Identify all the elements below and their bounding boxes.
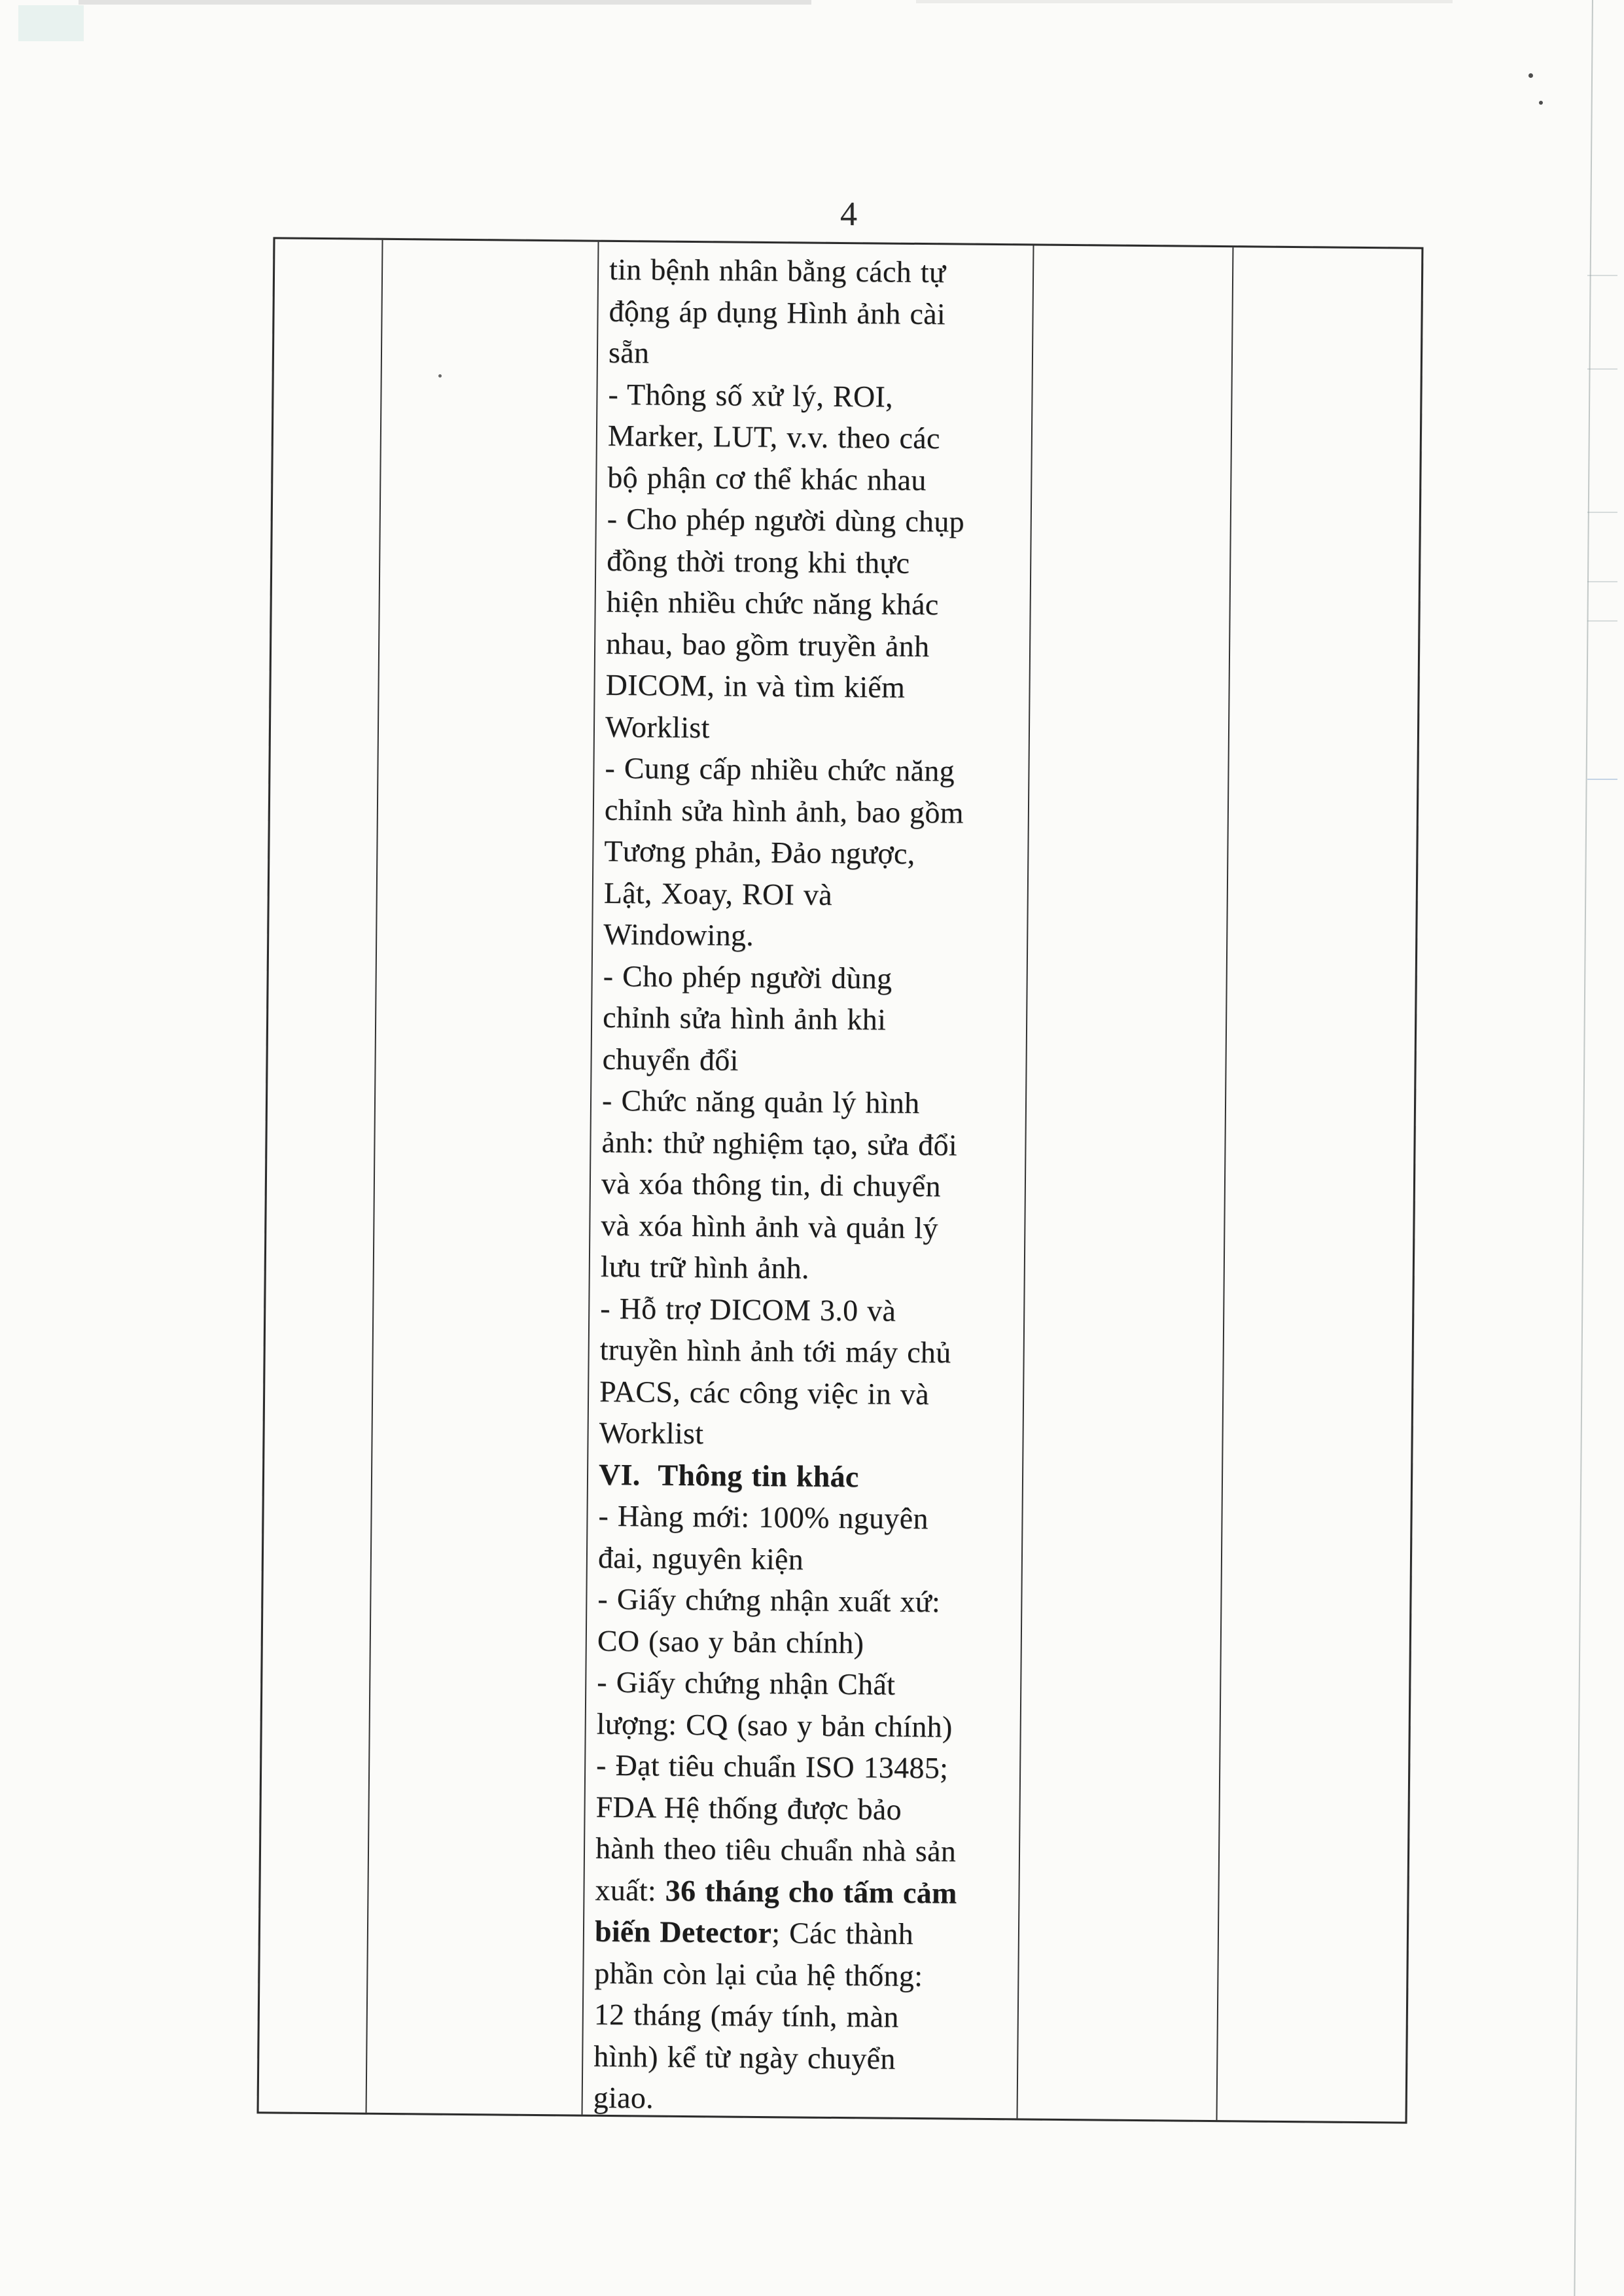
spec-text-line: - Giấy chứng nhận xuất xứ:	[597, 1581, 941, 1619]
scan-artifact-corner-smudge	[18, 5, 84, 41]
table-col-2-empty	[367, 240, 599, 2115]
scan-artifact-speck	[438, 374, 442, 378]
spec-text-line: - Chức năng quản lý hình	[601, 1083, 920, 1120]
spec-text-line: - Cho phép người dùng	[603, 959, 892, 995]
spec-text-line: VI. Thông tin khác	[598, 1457, 859, 1493]
spec-text-line: đồng thời trong khi thực	[607, 543, 910, 580]
scan-artifact-top-smudge	[916, 0, 1453, 3]
spec-text-line: phần còn lại của hệ thống:	[594, 1956, 923, 1992]
spec-text-line: CO (sao y bản chính)	[597, 1623, 864, 1659]
spec-text-line: và xóa thông tin, di chuyển	[601, 1166, 942, 1203]
scan-artifact-edge-tick	[1587, 512, 1617, 513]
page-number: 4	[840, 196, 857, 233]
spec-text-line: biến Detector; Các thành	[594, 1914, 914, 1951]
spec-text-line: - Hàng mới: 100% nguyên	[598, 1498, 928, 1536]
spec-text-line: đai, nguyên kiện	[597, 1540, 804, 1576]
spec-text-lines	[593, 249, 1026, 2122]
spec-text-line: - Giấy chứng nhận Chất	[597, 1665, 896, 1701]
scan-artifact-edge-tick	[1587, 779, 1617, 780]
spec-text-line: Marker, LUT, v.v. theo các	[607, 418, 940, 455]
spec-text-line: lượng: CQ (sao y bản chính)	[596, 1706, 953, 1744]
spec-text-line: PACS, các công việc in và	[599, 1374, 930, 1411]
spec-text-line: nhau, bao gồm truyền ảnh	[605, 626, 930, 663]
spec-text-line: hành theo tiêu chuẩn nhà sản	[595, 1831, 957, 1868]
spec-text-line: giao.	[593, 2080, 654, 2115]
spec-text-line: 12 tháng (máy tính, màn	[593, 1997, 899, 2034]
spec-text-line: tin bệnh nhân bằng cách tự	[609, 252, 946, 289]
spec-text-line: hình) kể từ ngày chuyển	[593, 2039, 896, 2075]
spec-text-line: truyền hình ảnh tới máy chủ	[599, 1332, 951, 1369]
spec-text-line: động áp dụng Hình ảnh cài	[609, 294, 946, 330]
spec-text-line: DICOM, in và tìm kiếm	[605, 667, 906, 704]
spec-text-line: sẵn	[608, 335, 650, 370]
spec-text-line: Worklist	[599, 1415, 704, 1451]
table-col-spec-text	[583, 242, 1034, 2119]
spec-text-line: Tương phản, Đảo ngược,	[604, 834, 915, 870]
scan-artifact-edge-tick	[1587, 620, 1617, 622]
spec-text-line: FDA Hệ thống được bảo	[595, 1790, 902, 1826]
spec-table	[257, 237, 1424, 2123]
spec-text-line: - Cung cấp nhiều chức năng	[605, 751, 955, 788]
scan-artifact-speck	[1528, 73, 1533, 78]
spec-text-line: Windowing.	[603, 917, 754, 952]
spec-text-line: chỉnh sửa hình ảnh, bao gồm	[604, 792, 964, 830]
spec-text-line: - Hỗ trợ DICOM 3.0 và	[600, 1291, 896, 1328]
scan-artifact-edge-tick	[1587, 368, 1617, 370]
scan-artifact-edge-tick	[1587, 581, 1617, 582]
spec-text-line: chuyển đổi	[602, 1042, 739, 1077]
spec-text-line: Worklist	[605, 709, 710, 744]
spec-text-line: ảnh: thử nghiệm tạo, sửa đổi	[601, 1125, 958, 1162]
scan-artifact-top-smudge	[79, 0, 811, 5]
spec-text-line: - Cho phép người dùng chụp	[607, 501, 965, 539]
spec-text-line: - Thông số xử lý, ROI,	[608, 377, 894, 414]
scan-artifact-page-edge-line	[1574, 0, 1593, 2296]
table-col-5-empty	[1217, 247, 1421, 2121]
spec-text-line: hiện nhiều chức năng khác	[606, 584, 939, 622]
scan-artifact-edge-tick	[1587, 275, 1617, 276]
spec-text-line: - Đạt tiêu chuẩn ISO 13485;	[595, 1748, 949, 1785]
table-col-1-empty	[259, 239, 383, 2112]
spec-text-line: bộ phận cơ thể khác nhau	[607, 460, 927, 497]
table-col-4-empty	[1018, 246, 1234, 2121]
spec-text-line: và xóa hình ảnh và quản lý	[601, 1208, 939, 1245]
spec-text-line: lưu trữ hình ảnh.	[600, 1249, 810, 1285]
spec-text-line: Lật, Xoay, ROI và	[603, 875, 833, 911]
spec-text-line: xuất: 36 tháng cho tấm cảm	[595, 1873, 957, 1910]
spec-text-line: chỉnh sửa hình ảnh khi	[602, 1000, 887, 1036]
scan-artifact-speck	[1539, 101, 1543, 105]
